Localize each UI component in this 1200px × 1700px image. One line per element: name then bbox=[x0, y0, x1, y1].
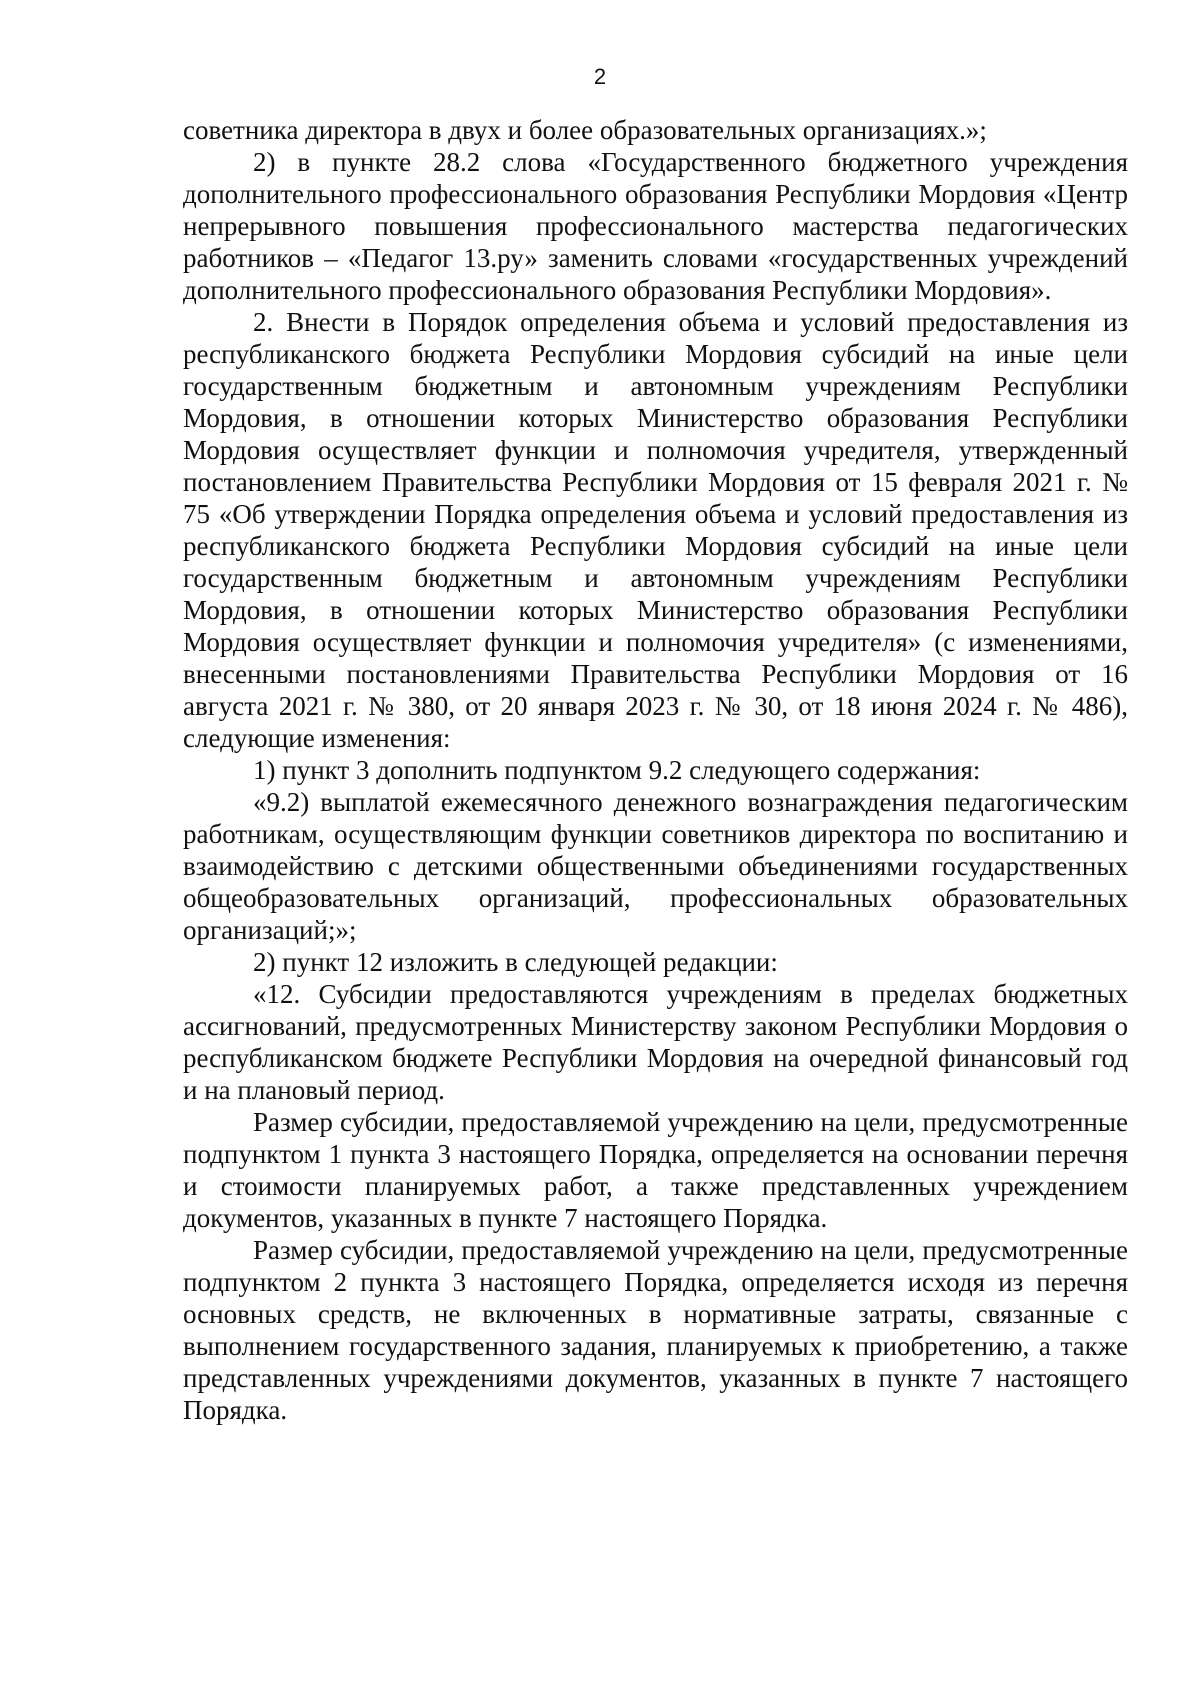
paragraph-subitem-1: 1) пункт 3 дополнить подпунктом 9.2 следующего содержания: bbox=[253, 755, 981, 785]
paragraph-item-2-clause-28-2: 2) в пункте 28.2 слова «Государственного бюджетного учреждения дополнительного профессионального образования Республики Мордовия «Центр непрерывного повышения профессионального мастерства педагогических работников – «Педагог 13.ру» заменить словами «государственных учреждений дополнительного профессионального образования Республики Мордовия». bbox=[183, 147, 1128, 305]
page-number: 2 bbox=[593, 64, 607, 89]
document-body bbox=[183, 114, 1128, 1426]
paragraph-clause-12: «12. Субсидии предоставляются учреждениям в пределах бюджетных ассигнований, предусмотренных Министерству законом Республики Мордовия о республиканском бюджете Республики Мордовия на очередной финансовый год и на плановый период. bbox=[183, 979, 1128, 1105]
paragraph-continuation: советника директора в двух и более образовательных организациях.»; bbox=[183, 115, 987, 145]
paragraph-subitem-9-2: «9.2) выплатой ежемесячного денежного вознаграждения педагогическим работникам, осуществляющим функции советников директора по воспитанию и взаимодействию с детскими общественными объединениями государственных общеобразовательных организаций, профессиональных образовательных организаций;»; bbox=[183, 787, 1128, 945]
paragraph-section-2: 2. Внести в Порядок определения объема и условий предоставления из республиканского бюджета Республики Мордовия субсидий на иные цели государственным бюджетным и автономным учреждениям Республики Мордовия, в отношении которых Министерство образования Республики Мордовия осуществляет функции и полномочия учредителя, утвержденный постановлением Правительства Республики Мордовия от 15 февраля 2021 г. № 75 «Об утверждении Порядка определения объема и условий предоставления из республиканского бюджета Республики Мордовия субсидий на иные цели государственным бюджетным и автономным учреждениям Республики Мордовия, в отношении которых Министерство образования Республики Мордовия осуществляет функции и полномочия учредителя» (с изменениями, внесенными постановлениями Правительства Республики Мордовия от 16 августа 2021 г. № 380, от 20 января 2023 г. № 30, от 18 июня 2024 г. № 486), следующие изменения: bbox=[183, 307, 1128, 753]
paragraph-subitem-2: 2) пункт 12 изложить в следующей редакции: bbox=[253, 947, 778, 977]
paragraph-subsidy-size-1: Размер субсидии, предоставляемой учреждению на цели, предусмотренные подпунктом 1 пункта 3 настоящего Порядка, определяется на основании перечня и стоимости планируемых работ, а также представленных учреждением документов, указанных в пункте 7 настоящего Порядка. bbox=[183, 1107, 1128, 1233]
paragraph-subsidy-size-2: Размер субсидии, предоставляемой учреждению на цели, предусмотренные подпунктом 2 пункта 3 настоящего Порядка, определяется исходя из перечня основных средств, не включенных в нормативные затраты, связанные с выполнением государственного задания, планируемых к приобретению, а также представленных учреждениями документов, указанных в пункте 7 настоящего Порядка. bbox=[183, 1235, 1128, 1425]
